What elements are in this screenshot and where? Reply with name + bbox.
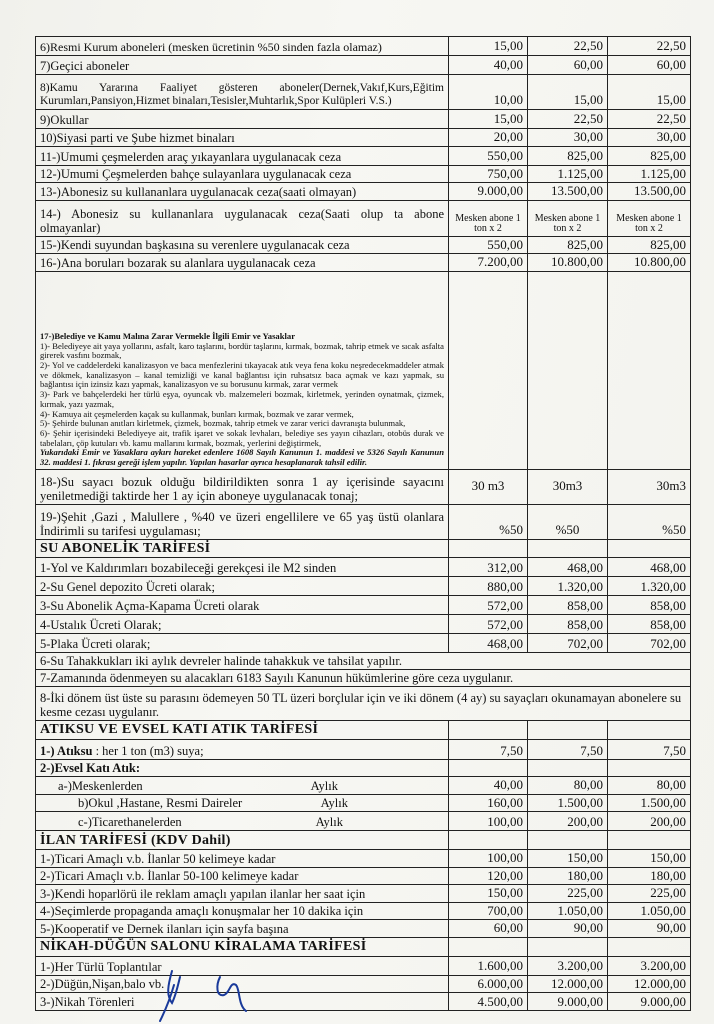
row-description: 10)Siyasi parti ve Şube hizmet binaları bbox=[36, 129, 449, 147]
table-row bbox=[36, 956, 691, 975]
row-description: 4-)Seçimlerde propaganda amaçlı konuşmalar her 10 dakika için bbox=[36, 902, 449, 920]
prohibitions-closing: Yukarıdaki Emir ve Yasaklara aykırı hareket edenlere 1608 Sayılı Kanunun 1. maddesi ve 5326 Sayılı Kanunun 32. maddesi 1. fıkrası gereği işlem yapılır. Yapılan hasarlar ayrıca hesaplanarak tahsil edilir. bbox=[40, 447, 444, 468]
row-value-a: 150,00 bbox=[449, 885, 528, 903]
table-row bbox=[36, 634, 691, 653]
section-title: İLAN TARİFESİ (KDV Dahil) bbox=[36, 831, 449, 850]
row-value-b: Mesken abone 1 ton x 2 bbox=[528, 200, 608, 236]
row-value-b: 825,00 bbox=[528, 146, 608, 165]
sub-item-period: Aylık bbox=[315, 815, 343, 830]
row-value-b: 468,00 bbox=[528, 558, 608, 577]
table-row bbox=[36, 577, 691, 596]
table-row bbox=[36, 975, 691, 993]
note-text: 7-Zamanında ödenmeyen su alacakları 6183 Sayılı Kanunun hükümlerine göre ceza uygulanır. bbox=[36, 670, 691, 687]
row-value-c: 7,50 bbox=[608, 740, 691, 760]
row-value-a: 60,00 bbox=[449, 920, 528, 938]
row-value-a: 312,00 bbox=[449, 558, 528, 577]
empty-cell bbox=[449, 937, 528, 956]
table-row bbox=[36, 777, 691, 795]
row-value-a: 10,00 bbox=[449, 75, 528, 110]
table-row bbox=[36, 110, 691, 129]
empty-cell bbox=[528, 539, 608, 558]
row-value-a: 30 m3 bbox=[449, 469, 528, 504]
row-description: 7)Geçici aboneler bbox=[36, 56, 449, 75]
row-value-a: 880,00 bbox=[449, 577, 528, 596]
row-description: 4-Ustalık Ücreti Olarak; bbox=[36, 615, 449, 634]
row-value-b: 80,00 bbox=[528, 777, 608, 795]
table-row bbox=[36, 812, 691, 831]
row-value-a: 572,00 bbox=[449, 615, 528, 634]
row-value-b: 7,50 bbox=[528, 740, 608, 760]
row-description: 16-)Ana boruları bozarak su alanlara uygulanacak ceza bbox=[36, 254, 449, 272]
table-row bbox=[36, 236, 691, 254]
row-description: 1-Yol ve Kaldırımları bozabileceği gerekçesi ile M2 sinden bbox=[36, 558, 449, 577]
section-title: SU ABONELİK TARİFESİ bbox=[36, 539, 449, 558]
row-description bbox=[36, 794, 449, 812]
section-header-row bbox=[36, 937, 691, 956]
row-value-c: 10.800,00 bbox=[608, 254, 691, 272]
row-description: 1-)Her Türlü Toplantılar bbox=[36, 956, 449, 975]
empty-cell bbox=[608, 831, 691, 850]
row-description bbox=[36, 777, 449, 795]
row-value-a: 40,00 bbox=[449, 56, 528, 75]
row-description: 3-)Nikah Törenleri bbox=[36, 993, 449, 1011]
row-value-a: 120,00 bbox=[449, 867, 528, 885]
row-description: 18-)Su sayacı bozuk olduğu bildirildikten sonra 1 ay içerisinde sayacını yeniletmediği taktirde her 1 ay için aboneye uygulanacak tonaj; bbox=[36, 469, 449, 504]
row-value-b: 1.320,00 bbox=[528, 577, 608, 596]
row-value-c: 702,00 bbox=[608, 634, 691, 653]
row-value-b: 10.800,00 bbox=[528, 254, 608, 272]
table-row bbox=[36, 794, 691, 812]
prohibitions-title: 17-)Belediye ve Kamu Malına Zarar Vermekle İlgili Emir ve Yasaklar bbox=[40, 330, 296, 341]
empty-cell bbox=[528, 271, 608, 469]
row-value-b: 30,00 bbox=[528, 129, 608, 147]
table-row bbox=[36, 165, 691, 183]
row-description: 2-Su Genel depozito Ücreti olarak; bbox=[36, 577, 449, 596]
table-row bbox=[36, 885, 691, 903]
row-value-c: 30,00 bbox=[608, 129, 691, 147]
row-value-a: 160,00 bbox=[449, 794, 528, 812]
signature-stroke bbox=[160, 971, 180, 1021]
sub-item-period: Aylık bbox=[310, 778, 338, 793]
empty-cell bbox=[608, 760, 691, 777]
row-value-c: 13.500,00 bbox=[608, 183, 691, 201]
row-value-c: 80,00 bbox=[608, 777, 691, 795]
table-row bbox=[36, 129, 691, 147]
row-description: 13-)Abonesiz su kullananlara uygulanacak ceza(saati olmayan) bbox=[36, 183, 449, 201]
sub-item-label: b)Okul ,Hastane, Resmi Daireler bbox=[78, 796, 243, 811]
row-value-b: 30m3 bbox=[528, 469, 608, 504]
row-value-b: 22,50 bbox=[528, 37, 608, 56]
table-row bbox=[36, 760, 691, 777]
row-value-b: %50 bbox=[528, 504, 608, 539]
table-row bbox=[36, 200, 691, 236]
row-value-a: 100,00 bbox=[449, 812, 528, 831]
empty-cell bbox=[528, 760, 608, 777]
empty-cell bbox=[528, 721, 608, 740]
prohibition-item: 1)- Belediyeye ait yaya yollarını, asfalt, karo taşlarını, bordür taşlarını, kırmak, bozmak, tahrip etmek ve sıcak asfalta girerek vasfını bozmak, bbox=[40, 340, 444, 361]
row-value-b: 225,00 bbox=[528, 885, 608, 903]
row-value-c: 225,00 bbox=[608, 885, 691, 903]
table-row bbox=[36, 504, 691, 539]
row-value-b: 858,00 bbox=[528, 596, 608, 615]
row-value-c: 22,50 bbox=[608, 110, 691, 129]
empty-cell bbox=[608, 271, 691, 469]
row-value-c: 200,00 bbox=[608, 812, 691, 831]
row-value-a: %50 bbox=[449, 504, 528, 539]
row-value-a: 15,00 bbox=[449, 110, 528, 129]
empty-cell bbox=[608, 937, 691, 956]
row-description: 2-)Ticari Amaçlı v.b. İlanlar 50-100 kelimeye kadar bbox=[36, 867, 449, 885]
row-value-c: 1.125,00 bbox=[608, 165, 691, 183]
row-description: 2-)Düğün,Nişan,balo vb. bbox=[36, 975, 449, 993]
row-value-a: 9.000,00 bbox=[449, 183, 528, 201]
prohibitions-notes bbox=[36, 271, 449, 469]
row-value-c: Mesken abone 1 ton x 2 bbox=[608, 200, 691, 236]
empty-cell bbox=[449, 760, 528, 777]
row-description: 5-Plaka Ücreti olarak; bbox=[36, 634, 449, 653]
row-label-rest: : her 1 ton (m3) suya; bbox=[92, 744, 204, 759]
table-row bbox=[36, 740, 691, 760]
row-value-c: 30m3 bbox=[608, 469, 691, 504]
row-description: 15-)Kendi suyundan başkasına su verenlere uygulanacak ceza bbox=[36, 236, 449, 254]
section-header-row bbox=[36, 539, 691, 558]
row-value-a: Mesken abone 1 ton x 2 bbox=[449, 200, 528, 236]
row-value-b: 12.000,00 bbox=[528, 975, 608, 993]
row-value-c: 60,00 bbox=[608, 56, 691, 75]
note-row bbox=[36, 687, 691, 721]
section-title: ATIKSU VE EVSEL KATI ATIK TARİFESİ bbox=[36, 721, 449, 740]
row-value-b: 1.500,00 bbox=[528, 794, 608, 812]
row-value-b: 15,00 bbox=[528, 75, 608, 110]
row-value-c: 1.320,00 bbox=[608, 577, 691, 596]
row-description: 9)Okullar bbox=[36, 110, 449, 129]
note-row bbox=[36, 653, 691, 670]
row-value-b: 200,00 bbox=[528, 812, 608, 831]
row-value-a: 7.200,00 bbox=[449, 254, 528, 272]
row-value-c: 15,00 bbox=[608, 75, 691, 110]
row-value-b: 90,00 bbox=[528, 920, 608, 938]
row-value-b: 22,50 bbox=[528, 110, 608, 129]
row-value-b: 1.050,00 bbox=[528, 902, 608, 920]
row-value-b: 150,00 bbox=[528, 850, 608, 868]
empty-cell bbox=[449, 831, 528, 850]
row-description: 19-)Şehit ,Gazi , Malullere , %40 ve üzeri engellilere ve 65 yaş üstü olanlara İndirimli su tarifesi uygulaması; bbox=[36, 504, 449, 539]
row-value-a: 550,00 bbox=[449, 146, 528, 165]
handwritten-signature bbox=[150, 955, 290, 1023]
row-value-b: 1.125,00 bbox=[528, 165, 608, 183]
row-label: 1-) Atıksu bbox=[40, 744, 93, 759]
row-value-c: 150,00 bbox=[608, 850, 691, 868]
empty-cell bbox=[449, 271, 528, 469]
table-row bbox=[36, 183, 691, 201]
row-value-a: 6.000,00 bbox=[449, 975, 528, 993]
empty-cell bbox=[608, 539, 691, 558]
row-description: 6)Resmi Kurum aboneleri (mesken ücretinin %50 sinden fazla olamaz) bbox=[36, 37, 449, 56]
row-description: 3-)Kendi hoparlörü ile reklam amaçlı yapılan ilanlar her saat için bbox=[36, 885, 449, 903]
table-row bbox=[36, 37, 691, 56]
row-description bbox=[36, 812, 449, 831]
row-value-b: 858,00 bbox=[528, 615, 608, 634]
row-value-b: 825,00 bbox=[528, 236, 608, 254]
row-value-a: 700,00 bbox=[449, 902, 528, 920]
table-row bbox=[36, 902, 691, 920]
row-value-c: 858,00 bbox=[608, 615, 691, 634]
table-row bbox=[36, 146, 691, 165]
prohibition-item: 3)- Park ve bahçelerdeki her türlü eşya, oyuncak vb. malzemeleri bozmak, kirletmek, yerinden oynatmak, çizmek, kırmak, yazı yazmak, bbox=[40, 389, 444, 409]
table-row bbox=[36, 615, 691, 634]
row-description: 12-)Umumi Çeşmelerden bahçe sulayanlara uygulanacak ceza bbox=[36, 165, 449, 183]
table-row bbox=[36, 75, 691, 110]
row-value-a: 100,00 bbox=[449, 850, 528, 868]
row-description: 3-Su Abonelik Açma-Kapama Ücreti olarak bbox=[36, 596, 449, 615]
table-row bbox=[36, 558, 691, 577]
row-value-c: 90,00 bbox=[608, 920, 691, 938]
row-value-b: 60,00 bbox=[528, 56, 608, 75]
empty-cell bbox=[528, 937, 608, 956]
empty-cell bbox=[449, 721, 528, 740]
note-row bbox=[36, 670, 691, 687]
row-value-a: 1.600,00 bbox=[449, 956, 528, 975]
section-title: NİKAH-DÜĞÜN SALONU KİRALAMA TARİFESİ bbox=[36, 937, 449, 956]
row-description: 5-)Kooperatif ve Dernek ilanları için sayfa başına bbox=[36, 920, 449, 938]
prohibition-item: 2)- Yol ve caddelerdeki kanalizasyon ve baca menfezlerini tıkayacak atık veya fena koku neşredecekmaddeler atmak ve dökmek, kanalizasyon – kanal temizliği ve kanal bağlantısı için ruhsatsız baca açmak ve kazı yapmak, su bağlantısı için izinsiz kazı yapmak, kanalizasyon ve su borusunu kırmak, zarar vermek bbox=[40, 360, 444, 390]
row-value-b: 3.200,00 bbox=[528, 956, 608, 975]
table-row bbox=[36, 993, 691, 1011]
table-row bbox=[36, 271, 691, 469]
row-value-c: 3.200,00 bbox=[608, 956, 691, 975]
row-value-c: 12.000,00 bbox=[608, 975, 691, 993]
section-header-row bbox=[36, 721, 691, 740]
note-text: 6-Su Tahakkukları iki aylık devreler halinde tahakkuk ve tahsilat yapılır. bbox=[36, 653, 691, 670]
row-description: 1-)Ticari Amaçlı v.b. İlanlar 50 kelimeye kadar bbox=[36, 850, 449, 868]
section-header-row bbox=[36, 831, 691, 850]
row-value-b: 13.500,00 bbox=[528, 183, 608, 201]
prohibition-item: 5)- Şehirde bulunan anıtları kirletmek, çizmek, bozmak, tahrip etmek ve zarar verici davranışta bulunmak, bbox=[40, 418, 406, 429]
row-value-a: 7,50 bbox=[449, 740, 528, 760]
table-row bbox=[36, 56, 691, 75]
note-text: 8-İki dönem üst üste su parasını ödemeyen 50 TL üzeri borçlular için ve iki dönem (4 ay) su sayaçları okunamayan abonelere su kesme cezası uygulanır. bbox=[36, 687, 691, 721]
row-value-c: 468,00 bbox=[608, 558, 691, 577]
table-row bbox=[36, 254, 691, 272]
table-row bbox=[36, 469, 691, 504]
prohibition-item: 6)- Şehir içerisindeki Belediyeye ait, trafik işaret ve sokak levhaları, belediye ses yayın cihazları, otobüs durak ve tabelaları, çöp kutuları vb. kamu mallarını kırmak, bozmak, yerlerini değiştirmek, bbox=[40, 427, 444, 448]
row-value-b: 180,00 bbox=[528, 867, 608, 885]
row-value-c: 825,00 bbox=[608, 236, 691, 254]
table-row bbox=[36, 920, 691, 938]
row-value-a: 468,00 bbox=[449, 634, 528, 653]
tariff-table bbox=[35, 36, 691, 1011]
table-row bbox=[36, 850, 691, 868]
row-value-a: 750,00 bbox=[449, 165, 528, 183]
table-row bbox=[36, 596, 691, 615]
table-row bbox=[36, 867, 691, 885]
row-description bbox=[36, 740, 449, 760]
row-value-a: 20,00 bbox=[449, 129, 528, 147]
empty-cell bbox=[608, 721, 691, 740]
row-value-b: 702,00 bbox=[528, 634, 608, 653]
empty-cell bbox=[528, 831, 608, 850]
sub-item-label: a-)Meskenlerden bbox=[58, 778, 143, 793]
row-value-a: 4.500,00 bbox=[449, 993, 528, 1011]
row-value-c: 22,50 bbox=[608, 37, 691, 56]
row-value-a: 15,00 bbox=[449, 37, 528, 56]
row-description: 2-)Evsel Katı Atık: bbox=[36, 760, 449, 777]
row-value-c: 180,00 bbox=[608, 867, 691, 885]
row-value-c: 9.000,00 bbox=[608, 993, 691, 1011]
row-description: 14-) Abonesiz su kullananlara uygulanacak ceza(Saati olup ta abone olmayanlar) bbox=[36, 200, 449, 236]
row-value-c: 1.500,00 bbox=[608, 794, 691, 812]
row-value-c: 1.050,00 bbox=[608, 902, 691, 920]
row-description: 8)Kamu Yararına Faaliyet gösteren aboneler(Dernek,Vakıf,Kurs,Eğitim Kurumları,Pansiyon,Hizmet binaları,Tesisler,Muhtarlık,Spor Kulüpleri V.S.) bbox=[36, 75, 449, 110]
prohibition-item: 4)- Kamuya ait çeşmelerden kaçak su kullanmak, bunları kırmak, bozmak ve zarar vermek, bbox=[40, 408, 354, 419]
row-value-b: 9.000,00 bbox=[528, 993, 608, 1011]
row-description: 11-)Umumi çeşmelerden araç yıkayanlara uygulanacak ceza bbox=[36, 146, 449, 165]
empty-cell bbox=[449, 539, 528, 558]
sub-item-label: c-)Ticarethanelerden bbox=[78, 815, 182, 830]
row-value-a: 572,00 bbox=[449, 596, 528, 615]
row-value-c: %50 bbox=[608, 504, 691, 539]
row-value-a: 40,00 bbox=[449, 777, 528, 795]
row-value-c: 825,00 bbox=[608, 146, 691, 165]
signature-stroke bbox=[217, 977, 246, 1011]
sub-item-period: Aylık bbox=[320, 796, 348, 811]
row-value-a: 550,00 bbox=[449, 236, 528, 254]
row-value-c: 858,00 bbox=[608, 596, 691, 615]
